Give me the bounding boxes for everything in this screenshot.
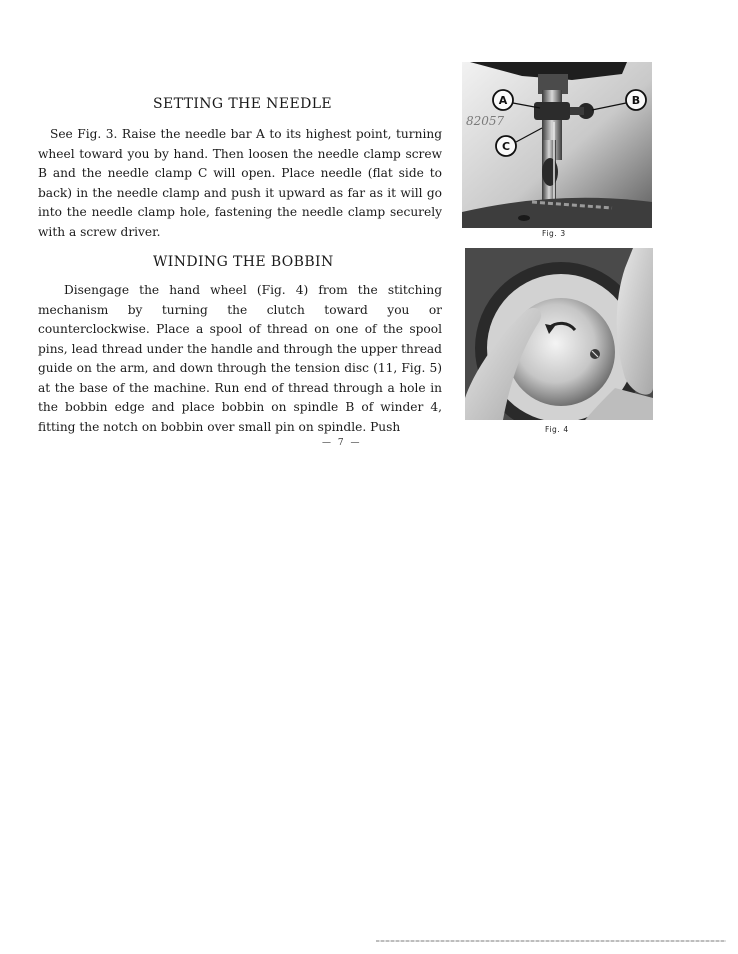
figure-3-caption: Fig. 3 <box>542 229 566 238</box>
section-body-winding-bobbin: Disengage the hand wheel (Fig. 4) from the stitching mechanism by turning the clutch toward you or counterclockwise. Place a spool of thread on one of the spool pins, lead thread under the handle and through the upper thread guide on the arm, and down through the tension disc (11, Fig. 5) at the base of the machine. Run end of thread through a hole in the bobbin edge and place bobbin on spindle B of winder 4, fitting the notch on bobbin over small pin on spindle. Push <box>38 283 442 434</box>
label-a: A <box>498 94 508 107</box>
figure-4-caption: Fig. 4 <box>545 425 569 434</box>
section-heading-setting-needle: SETTING THE NEEDLE <box>153 96 333 112</box>
needle-clamp-illustration <box>462 62 652 228</box>
page-number: — 7 — <box>322 438 362 448</box>
label-c: C <box>501 140 511 153</box>
scan-edge-rule <box>376 940 726 942</box>
hand-wheel-illustration <box>465 248 653 420</box>
section-heading-winding-bobbin: WINDING THE BOBBIN <box>153 254 334 270</box>
handwritten-number: 82057 <box>466 114 505 128</box>
section-body-setting-needle: See Fig. 3. Raise the needle bar A to its highest point, turning wheel toward you by hand. Then loosen the needle clamp screw B and the needle clamp C will open. Place needle (flat side to back) in the needle clamp and push it upward as far as it will go into the needle clamp hole, fastening the needle clamp securely with a screw driver. <box>38 127 442 239</box>
figure-3-needle-photo <box>462 62 652 228</box>
figure-4-hand-wheel-photo <box>465 248 653 420</box>
label-b: B <box>631 94 641 107</box>
